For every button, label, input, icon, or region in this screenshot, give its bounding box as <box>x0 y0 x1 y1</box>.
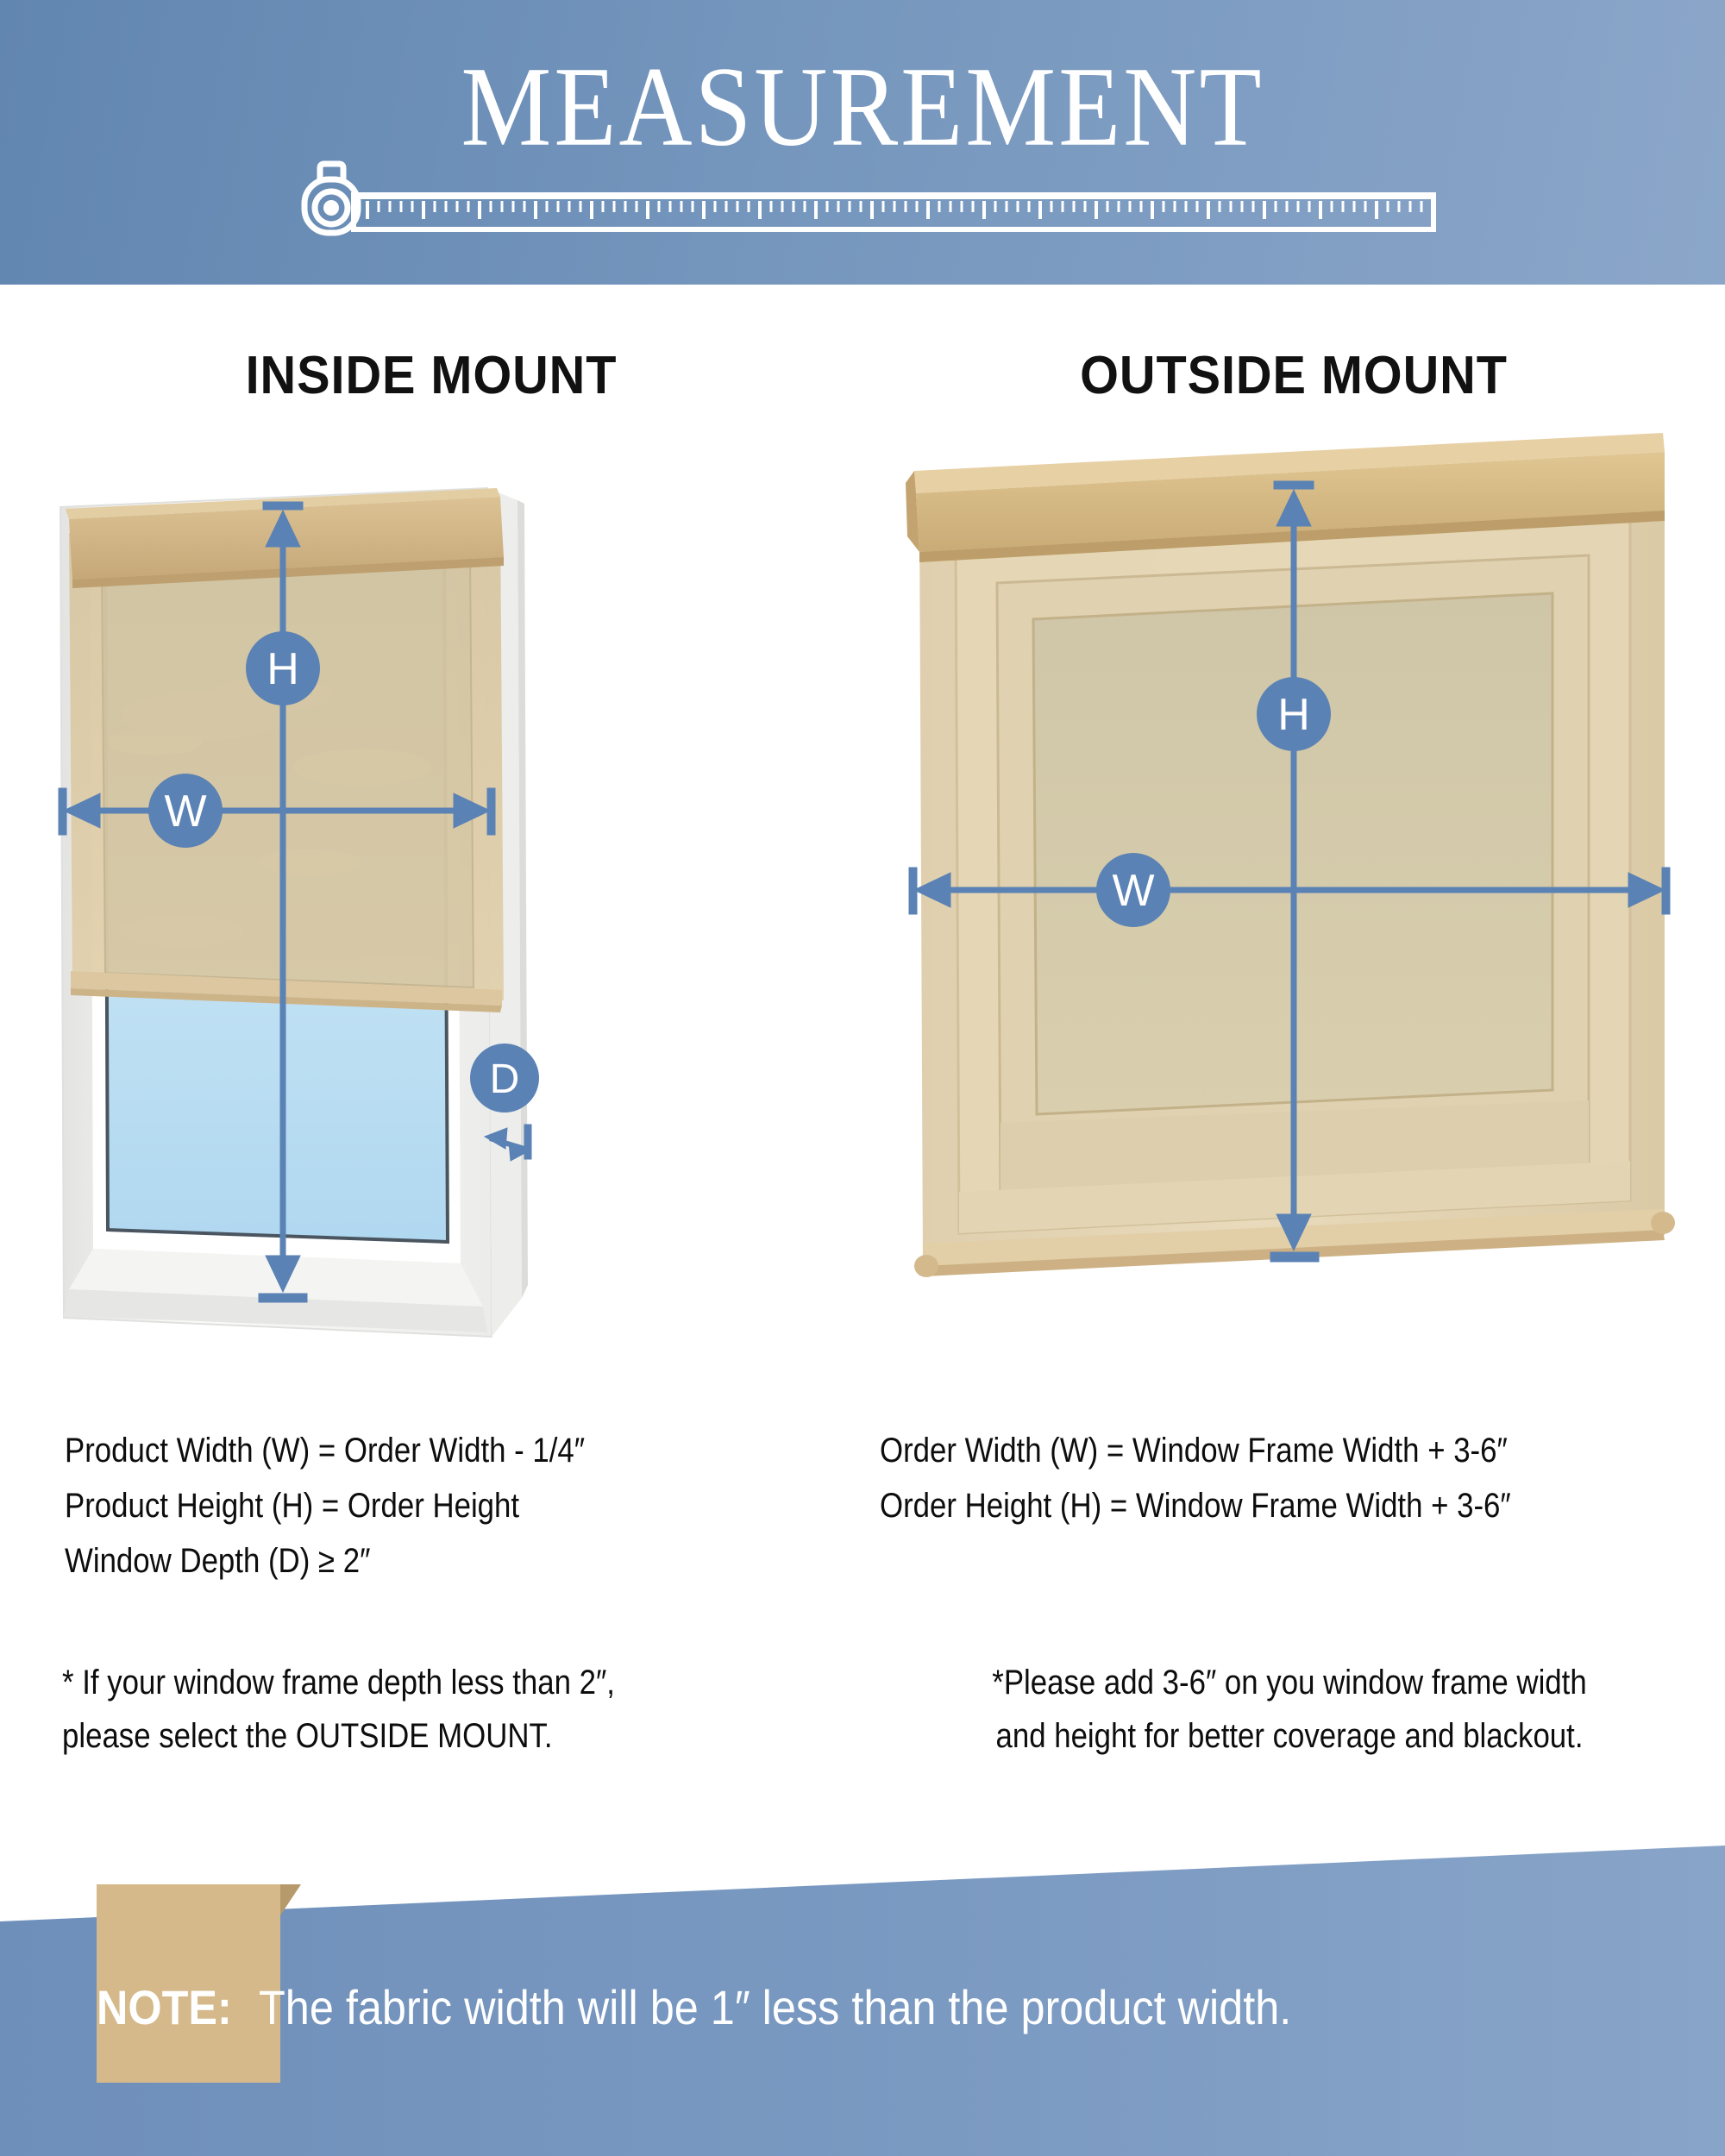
inside-mount-note <box>62 1656 838 1763</box>
outside-mount-diagram <box>888 414 1682 1345</box>
footer-note-text <box>97 1979 1701 2035</box>
page-title: MEASUREMENT <box>461 43 1264 170</box>
outside-mount-note <box>871 1656 1708 1763</box>
outside-mount-specs <box>880 1423 1708 1533</box>
header-banner <box>0 0 1725 285</box>
outside-note-line: *Please add 3-6″ on you window frame width <box>992 1664 1587 1702</box>
note-tab-fold-corner <box>280 1884 301 1915</box>
inside-spec-line: Product Width (W) = Order Width - 1/4″ <box>65 1432 586 1470</box>
outside-spec-line: Order Height (H) = Window Frame Width + 3-6″ <box>880 1487 1511 1525</box>
outside-note-line: and height for better coverage and blackout. <box>995 1717 1584 1755</box>
note-label: NOTE: <box>97 1980 232 2034</box>
inside-mount-specs <box>65 1423 841 1589</box>
inside-depth-badge-label: D <box>489 1056 520 1102</box>
inside-spec-line: Product Height (H) = Order Height <box>65 1487 520 1525</box>
inside-mount-title: INSIDE MOUNT <box>245 346 618 405</box>
inside-note-line: please select the OUTSIDE MOUNT. <box>62 1717 553 1755</box>
inside-mount-diagram <box>52 483 845 1345</box>
inside-width-badge-label: W <box>164 787 207 837</box>
inside-height-badge-label: H <box>267 644 299 694</box>
outside-mount-title: OUTSIDE MOUNT <box>1080 346 1508 405</box>
tape-measure-icon <box>293 160 1440 238</box>
note-body: The fabric width will be 1″ less than the product width. <box>259 1980 1292 2034</box>
outside-width-badge-label: W <box>1112 866 1155 916</box>
outside-height-badge-label: H <box>1277 690 1310 740</box>
inside-spec-line: Window Depth (D) ≥ 2″ <box>65 1542 371 1580</box>
inside-note-line: * If your window frame depth less than 2″, <box>62 1664 615 1702</box>
outside-spec-line: Order Width (W) = Window Frame Width + 3-6″ <box>880 1432 1508 1470</box>
